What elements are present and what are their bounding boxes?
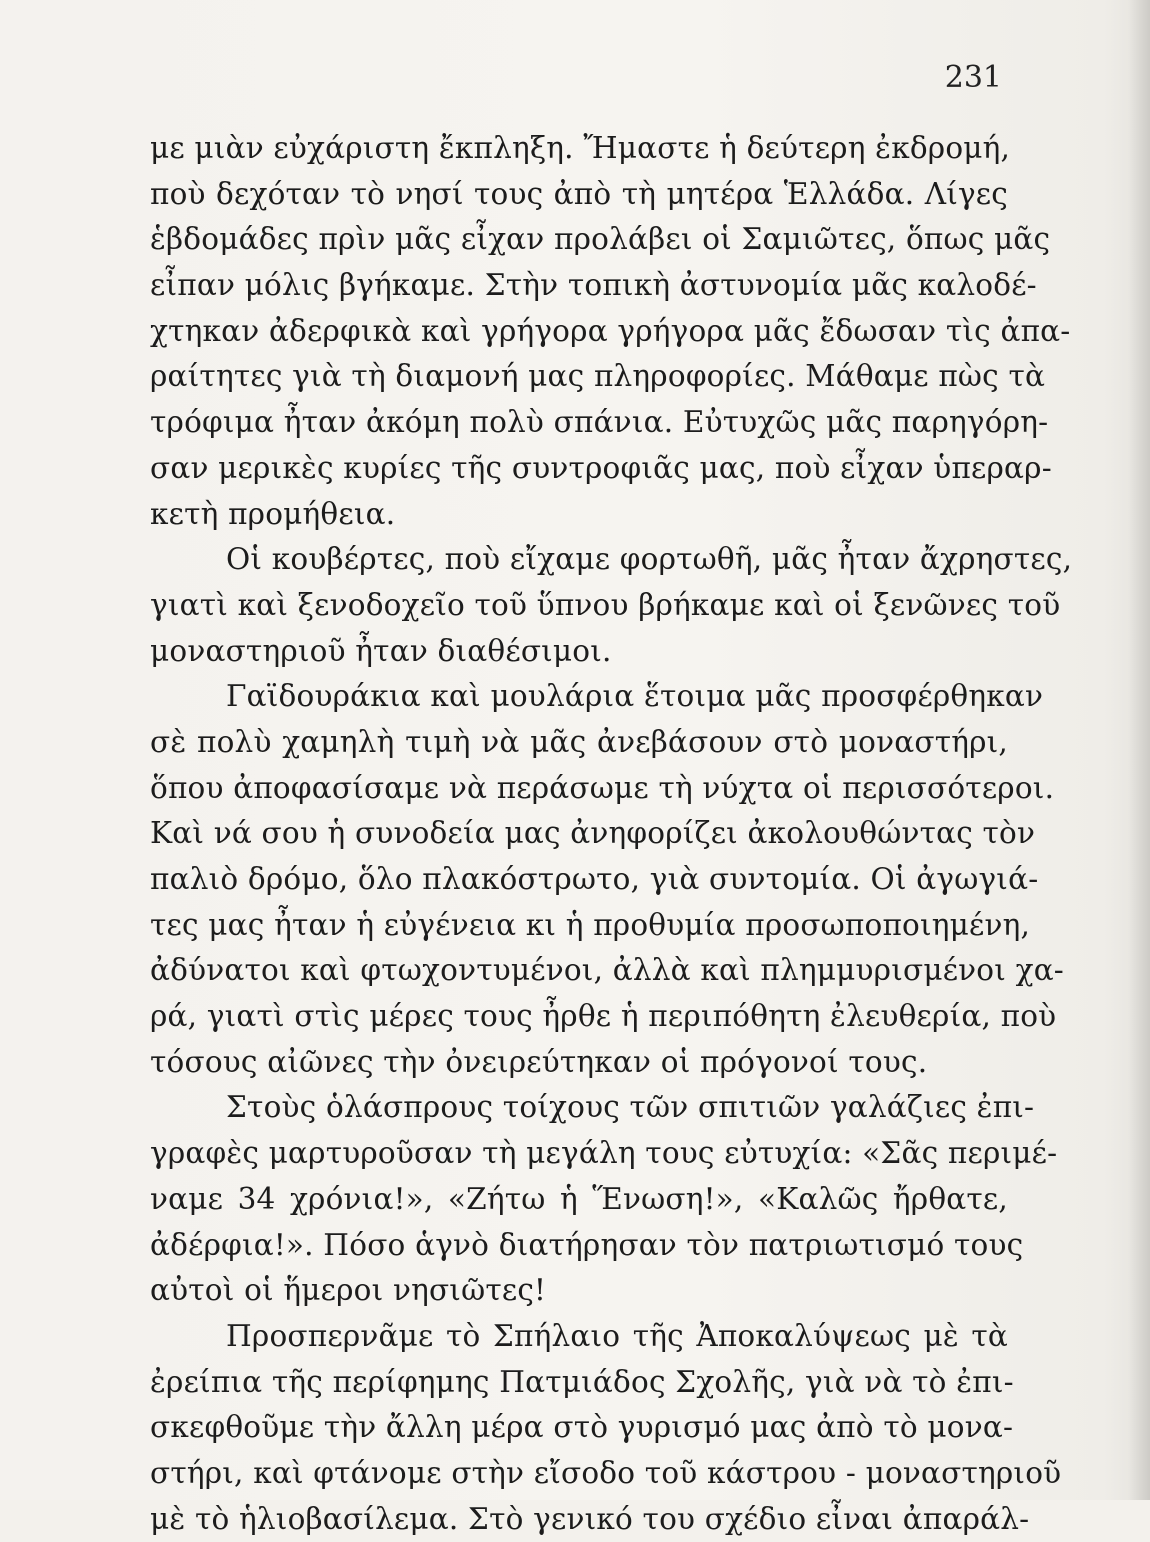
text-line: γιατὶ καὶ ξενοδοχεῖο τοῦ ὕπνου βρήκαμε καὶ οἱ ξενῶνες τοῦ <box>150 587 1061 622</box>
text-line: μὲ τὸ ἡλιοβασίλεμα. Στὸ γενικό του σχέδιο εἶναι ἀπαράλ- <box>150 1501 1030 1536</box>
text-line: ἑβδομάδες πρὶν μᾶς εἶχαν προλάβει οἱ Σαμιῶτες, ὅπως μᾶς <box>150 222 1051 257</box>
text-line: σκεφθοῦμε τὴν ἄλλη μέρα στὸ γυρισμό μας ἀπὸ τὸ μονα- <box>150 1410 1014 1445</box>
page-number: 231 <box>944 60 1002 95</box>
text-line: τόσους αἰῶνες τὴν ὀνειρεύτηκαν οἱ πρόγονοί τους. <box>150 1044 928 1079</box>
text-line: ποὺ δεχόταν τὸ νησί τους ἀπὸ τὴ μητέρα Ἑλλάδα. Λίγες <box>150 176 1008 211</box>
page-edge-shadow <box>1128 0 1150 1500</box>
paragraph-start-line: Οἱ κουβέρτες, ποὺ εἴχαμε φορτωθῆ, μᾶς ἦταν ἄχρηστες, <box>226 542 1073 577</box>
text-line: μοναστηριοῦ ἦταν διαθέσιμοι. <box>150 633 612 668</box>
text-line: ὅπου ἀποφασίσαμε νὰ περάσωμε τὴ νύχτα οἱ περισσότεροι. <box>150 770 1055 805</box>
text-line: αὐτοὶ οἱ ἥμεροι νησιῶτες! <box>150 1273 547 1308</box>
text-line: παλιὸ δρόμο, ὅλο πλακόστρωτο, γιὰ συντομία. Οἱ ἀγωγιά- <box>150 862 1039 896</box>
text-line: γραφὲς μαρτυροῦσαν τὴ μεγάλη τους εὐτυχία: «Σᾶς περιμέ- <box>150 1136 1058 1171</box>
paragraph-start-line: Προσπερνᾶμε τὸ Σπήλαιο τῆς Ἀποκαλύψεως μὲ τὰ <box>226 1318 1008 1353</box>
paragraph-start-line: Στοὺς ὁλάσπρους τοίχους τῶν σπιτιῶν γαλάζιες ἐπι- <box>226 1090 1035 1125</box>
text-line: ρά, γιατὶ στὶς μέρες τους ἦρθε ἡ περιπόθητη ἐλευθερία, ποὺ <box>150 999 1057 1034</box>
text-line: τες μας ἦταν ἡ εὐγένεια κι ἡ προθυμία προσωποποιημένη, <box>150 907 1031 942</box>
text-line: σαν μερικὲς κυρίες τῆς συντροφιᾶς μας, ποὺ εἶχαν ὑπεραρ- <box>150 450 1052 485</box>
text-line: Καὶ νά σου ἡ συνοδεία μας ἀνηφορίζει ἀκολουθώντας τὸν <box>150 816 1036 851</box>
body-text <box>150 126 1073 1542</box>
text-line: ραίτητες γιὰ τὴ διαμονή μας πληροφορίες. Μάθαμε πὼς τὰ <box>150 359 1046 394</box>
text-line: με μιὰν εὐχάριστη ἔκπληξη. Ἤμαστε ἡ δεύτερη ἐκδρομή, <box>150 131 1011 165</box>
text-line: κετὴ προμήθεια. <box>150 496 396 531</box>
text-line: στήρι, καὶ φτάνομε στὴν εἴσοδο τοῦ κάστρου - μοναστηριοῦ <box>150 1455 1062 1490</box>
text-line: ἀδέρφια!». Πόσο ἁγνὸ διατήρησαν τὸν πατριωτισμό τους <box>150 1227 1024 1262</box>
text-line: ἐρείπια τῆς περίφημης Πατμιάδος Σχολῆς, γιὰ νὰ τὸ ἐπι- <box>150 1364 1014 1399</box>
text-line: τρόφιμα ἦταν ἀκόμη πολὺ σπάνια. Εὐτυχῶς μᾶς παρηγόρη- <box>150 405 1049 440</box>
text-line: ναμε 34 χρόνια!», «Ζήτω ἡ Ἕνωση!», «Καλῶς ἤρθατε, <box>150 1181 1008 1216</box>
text-line: εἶπαν μόλις βγήκαμε. Στὴν τοπικὴ ἀστυνομία μᾶς καλοδέ- <box>150 268 1037 303</box>
text-line: ἀδύνατοι καὶ φτωχοντυμένοι, ἀλλὰ καὶ πλημμυρισμένοι χα- <box>150 953 1064 988</box>
text-line: σὲ πολὺ χαμηλὴ τιμὴ νὰ μᾶς ἀνεβάσουν στὸ μοναστήρι, <box>150 724 1008 759</box>
text-line: χτηκαν ἀδερφικὰ καὶ γρήγορα γρήγορα μᾶς ἔδωσαν τὶς ἀπα- <box>150 313 1071 348</box>
paragraph-start-line: Γαϊδουράκια καὶ μουλάρια ἕτοιμα μᾶς προσφέρθηκαν <box>226 679 1044 714</box>
